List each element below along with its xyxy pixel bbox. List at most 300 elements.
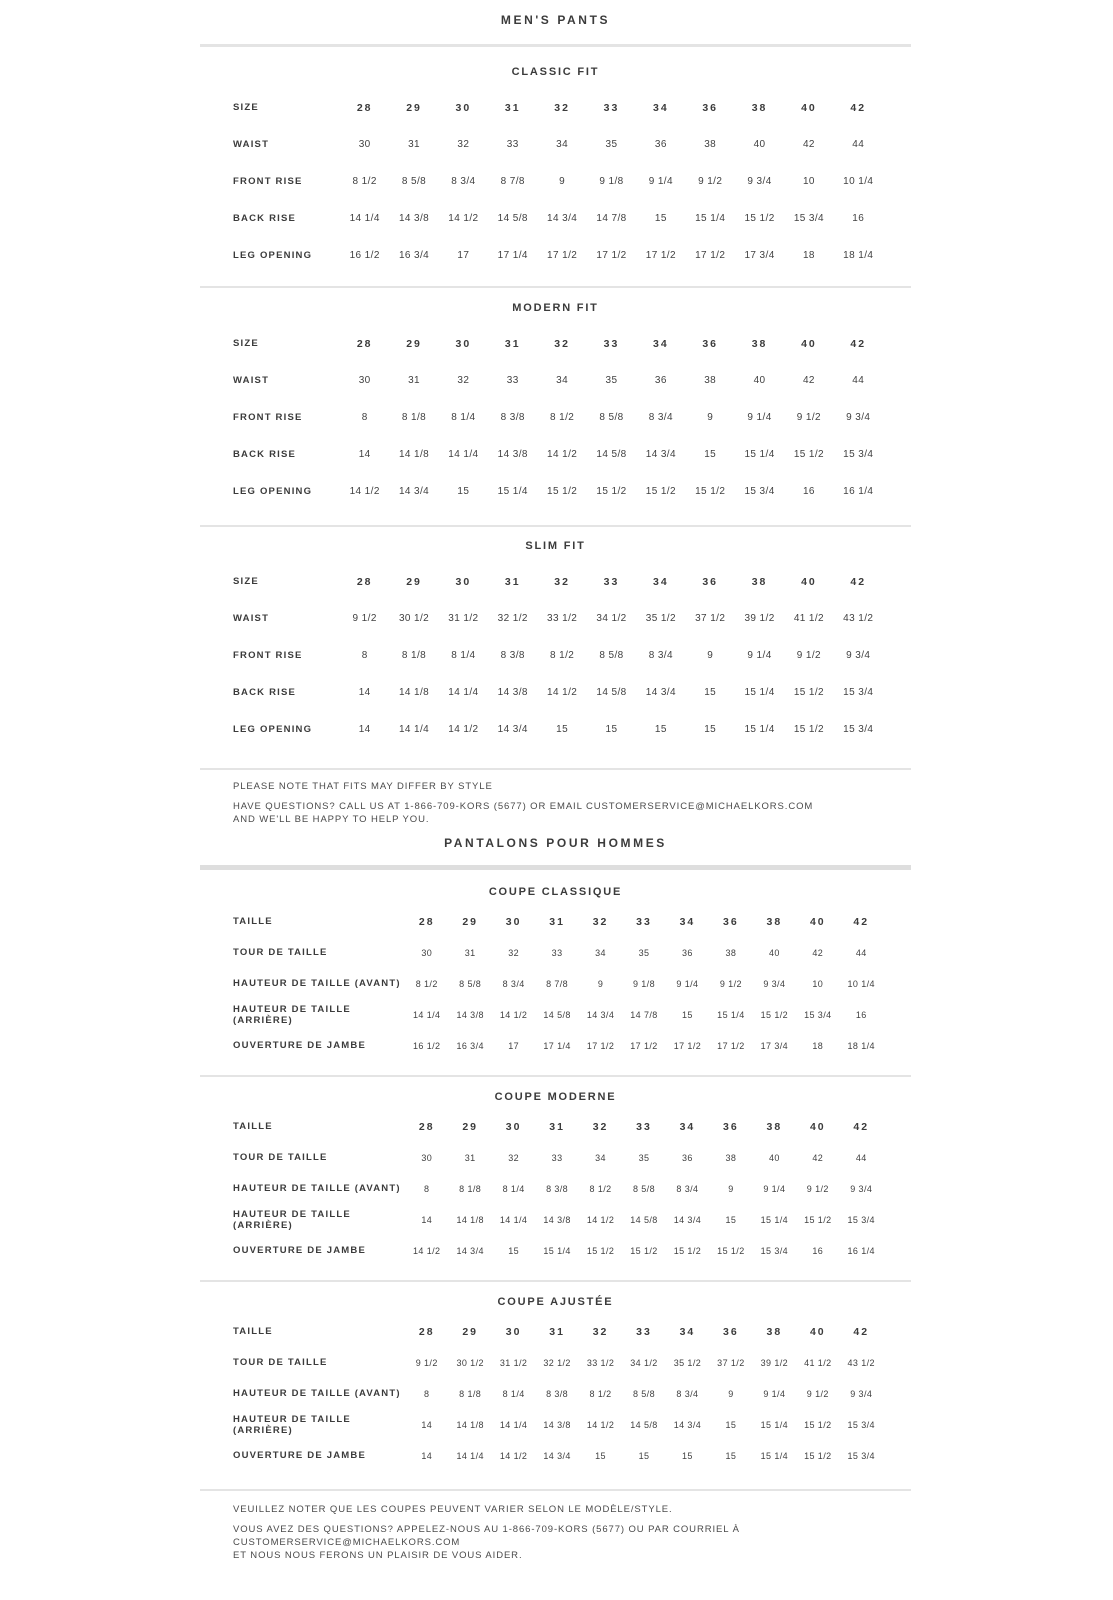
table-cell: 8 1/2 — [415, 978, 438, 989]
table-cell: 40 — [753, 375, 766, 386]
modern-fit-table — [200, 325, 911, 510]
table-cell: 8 — [424, 1183, 430, 1194]
table-cell: 32 — [554, 337, 570, 350]
table-cell: 17 — [457, 250, 470, 261]
table-cell: 34 — [595, 947, 606, 958]
size-chart-page — [200, 0, 911, 1562]
table-cell: 15 1/2 — [630, 1245, 658, 1256]
row-label: HAUTEUR DE TAILLE (ARRIÈRE) — [233, 1208, 351, 1231]
table-cell: 9 1/2 — [352, 613, 377, 624]
table-cell: 14 3/4 — [645, 687, 676, 698]
section-classic-fit — [200, 66, 911, 274]
table-cell: 14 1/2 — [448, 213, 479, 224]
table-cell: 31 — [408, 139, 420, 150]
table-cell: 8 1/4 — [502, 1183, 525, 1194]
table-cell: 29 — [462, 915, 479, 928]
table-cell: 14 1/4 — [448, 449, 479, 460]
table-cell: 14 1/4 — [456, 1450, 484, 1461]
divider — [200, 286, 911, 288]
table-cell: 17 1/2 — [695, 250, 726, 261]
table-cell: 9 — [559, 176, 566, 187]
table-cell: 38 — [766, 1325, 783, 1338]
table-row — [200, 999, 883, 1030]
table-cell: 15 1/2 — [804, 1214, 832, 1225]
section-coupe-ajustee — [200, 1296, 911, 1471]
table-cell: 9 1/4 — [747, 412, 772, 423]
table-cell: 14 3/8 — [398, 213, 430, 224]
table-cell: 15 3/4 — [847, 1450, 875, 1461]
table-cell: 17 1/2 — [596, 250, 627, 261]
table-cell: 9 1/4 — [648, 176, 673, 187]
table-cell: 33 — [551, 1152, 563, 1163]
section-modern-fit — [200, 302, 911, 510]
table-cell: 32 — [592, 915, 609, 928]
table-cell: 35 — [638, 1152, 650, 1163]
row-label: HAUTEUR DE TAILLE (AVANT) — [233, 1388, 401, 1399]
table-cell: 18 — [812, 1040, 824, 1051]
table-cell: 30 — [358, 139, 371, 150]
table-cell: 38 — [766, 915, 783, 928]
table-cell: 33 — [506, 139, 519, 150]
table-cell: 14 5/8 — [596, 449, 627, 460]
table-cell: 8 — [361, 650, 368, 661]
table-cell: 36 — [702, 337, 719, 350]
table-cell: 15 3/4 — [847, 1214, 875, 1225]
table-cell: 36 — [654, 139, 667, 150]
table-cell: 28 — [356, 575, 373, 588]
table-cell: 14 1/2 — [586, 1214, 615, 1225]
divider — [200, 1280, 911, 1282]
table-cell: 36 — [702, 101, 719, 114]
section-title-coupe-classique: COUPE CLASSIQUE — [488, 886, 623, 898]
row-label: TOUR DE TAILLE — [233, 947, 328, 958]
row-label: LEG OPENING — [233, 486, 313, 497]
row-label: TOUR DE TAILLE — [233, 1152, 328, 1163]
table-cell: 39 1/2 — [760, 1357, 789, 1368]
table-cell: 15 3/4 — [847, 1419, 875, 1430]
row-label: OUVERTURE DE JAMBE — [233, 1450, 366, 1461]
table-cell: 14 1/2 — [547, 687, 578, 698]
table-cell: 15 3/4 — [843, 449, 874, 460]
table-cell: 15 1/2 — [804, 1419, 832, 1430]
table-cell: 14 1/4 — [499, 1419, 528, 1430]
table-cell: 8 — [361, 412, 368, 423]
table-cell: 42 — [812, 947, 824, 958]
table-cell: 15 — [508, 1245, 520, 1256]
section-title-coupe-ajustee: COUPE AJUSTÉE — [497, 1296, 614, 1308]
table-cell: 8 5/8 — [599, 650, 624, 661]
table-cell: 14 3/4 — [645, 449, 676, 460]
table-cell: 9 1/2 — [415, 1357, 438, 1368]
table-cell: 41 1/2 — [793, 613, 825, 624]
table-cell: 9 1/2 — [796, 650, 822, 661]
table-cell: 42 — [850, 575, 867, 588]
table-cell: 14 5/8 — [630, 1419, 658, 1430]
note-fit-disclaimer-fr: VEUILLEZ NOTER QUE LES COUPES PEUVENT VARIER SELON LE MODÈLE/STYLE. — [233, 1504, 673, 1515]
table-cell: 34 — [556, 139, 569, 150]
table-cell: 38 — [751, 337, 768, 350]
table-cell: 36 — [723, 1325, 739, 1338]
table-cell: 14 1/8 — [456, 1419, 484, 1430]
table-cell: 17 1/2 — [630, 1040, 658, 1051]
table-cell: 8 1/4 — [502, 1388, 525, 1399]
table-cell: 38 — [751, 575, 768, 588]
table-cell: 9 — [728, 1388, 734, 1399]
table-cell: 14 5/8 — [596, 687, 627, 698]
table-cell: 15 1/4 — [695, 213, 726, 224]
table-cell: 14 1/8 — [456, 1214, 484, 1225]
table-cell: 8 5/8 — [632, 1388, 655, 1399]
table-cell: 14 — [358, 724, 371, 735]
table-cell: 44 — [852, 375, 865, 386]
table-cell: 38 — [704, 375, 717, 386]
section-slim-fit — [200, 540, 911, 748]
table-cell: 17 3/4 — [744, 250, 775, 261]
table-cell: 15 1/2 — [793, 724, 825, 735]
table-cell: 17 3/4 — [760, 1040, 789, 1051]
table-cell: 14 3/4 — [456, 1245, 484, 1256]
table-cell: 36 — [682, 1152, 693, 1163]
table-cell: 34 — [679, 915, 696, 928]
row-label: SIZE — [233, 338, 259, 349]
table-cell: 14 1/2 — [547, 449, 578, 460]
table-row — [200, 1378, 883, 1409]
table-cell: 32 1/2 — [497, 613, 528, 624]
table-row — [200, 1347, 883, 1378]
table-cell: 31 — [549, 915, 565, 928]
table-cell: 31 — [464, 947, 476, 958]
table-cell: 34 — [679, 1120, 696, 1133]
table-cell: 34 — [652, 101, 669, 114]
table-cell: 30 — [505, 915, 522, 928]
table-cell: 10 1/4 — [847, 978, 875, 989]
note-contact-line2-fr: ET NOUS NOUS FERONS UN PLAISIR DE VOUS AIDER. — [233, 1550, 523, 1561]
table-cell: 18 1/4 — [843, 250, 874, 261]
table-cell: 33 — [603, 575, 620, 588]
table-row — [200, 600, 883, 637]
table-cell: 34 — [679, 1325, 696, 1338]
table-cell: 15 1/4 — [744, 449, 775, 460]
section-title-classic-fit: CLASSIC FIT — [511, 66, 600, 78]
table-cell: 9 — [728, 1183, 734, 1194]
table-cell: 44 — [852, 139, 865, 150]
table-cell: 15 — [704, 724, 717, 735]
note-fit-disclaimer: PLEASE NOTE THAT FITS MAY DIFFER BY STYLE — [233, 781, 493, 792]
table-row — [200, 1142, 883, 1173]
table-cell: 15 1/4 — [744, 687, 775, 698]
table-cell: 17 1/2 — [673, 1040, 702, 1051]
table-row — [200, 1316, 883, 1347]
table-row — [200, 237, 883, 274]
table-cell: 15 3/4 — [760, 1245, 789, 1256]
table-cell: 14 3/4 — [497, 724, 528, 735]
row-label: SIZE — [233, 102, 259, 113]
table-cell: 32 1/2 — [543, 1357, 571, 1368]
table-cell: 31 — [504, 101, 521, 114]
table-cell: 10 — [802, 176, 815, 187]
table-cell: 41 1/2 — [804, 1357, 832, 1368]
table-cell: 15 — [654, 724, 667, 735]
table-cell: 42 — [853, 1120, 870, 1133]
table-cell: 32 — [457, 139, 470, 150]
table-cell: 9 — [707, 650, 714, 661]
table-cell: 15 3/4 — [843, 724, 874, 735]
table-cell: 8 1/2 — [589, 1388, 612, 1399]
table-cell: 9 3/4 — [763, 978, 786, 989]
table-cell: 9 1/8 — [599, 176, 624, 187]
table-cell: 34 — [595, 1152, 606, 1163]
table-cell: 33 1/2 — [586, 1357, 615, 1368]
table-cell: 16 1/2 — [349, 250, 380, 261]
table-row — [200, 473, 883, 510]
table-cell: 9 3/4 — [747, 176, 772, 187]
table-cell: 8 3/8 — [546, 1183, 569, 1194]
table-row — [200, 563, 883, 600]
table-cell: 15 3/4 — [843, 687, 874, 698]
table-cell: 42 — [802, 139, 815, 150]
table-cell: 15 1/2 — [645, 486, 676, 497]
table-cell: 28 — [418, 915, 435, 928]
table-cell: 35 1/2 — [673, 1357, 702, 1368]
table-cell: 16 3/4 — [456, 1040, 484, 1051]
table-cell: 15 3/4 — [804, 1009, 832, 1020]
table-cell: 14 — [421, 1419, 433, 1430]
table-cell: 8 1/2 — [549, 412, 575, 423]
table-row — [200, 362, 883, 399]
table-cell: 9 — [707, 412, 714, 423]
table-cell: 14 1/4 — [349, 213, 380, 224]
table-cell: 14 5/8 — [497, 213, 528, 224]
table-cell: 17 — [508, 1040, 520, 1051]
table-cell: 14 — [358, 449, 371, 460]
table-cell: 28 — [418, 1120, 435, 1133]
classic-fit-table — [200, 89, 911, 274]
table-cell: 9 1/2 — [796, 412, 822, 423]
table-cell: 14 5/8 — [630, 1214, 658, 1225]
table-cell: 15 — [682, 1009, 693, 1020]
table-cell: 17 1/2 — [547, 250, 578, 261]
table-cell: 14 1/2 — [586, 1419, 615, 1430]
table-cell: 14 1/2 — [349, 486, 380, 497]
table-cell: 8 1/2 — [352, 176, 377, 187]
table-cell: 14 3/4 — [543, 1450, 571, 1461]
table-cell: 42 — [850, 337, 867, 350]
table-cell: 15 — [638, 1450, 650, 1461]
table-cell: 17 1/2 — [717, 1040, 745, 1051]
table-cell: 34 1/2 — [630, 1357, 658, 1368]
table-cell: 8 5/8 — [599, 412, 624, 423]
table-cell: 17 1/4 — [543, 1040, 571, 1051]
table-cell: 29 — [462, 1120, 479, 1133]
table-cell: 14 1/4 — [448, 687, 479, 698]
table-row — [200, 674, 883, 711]
table-cell: 15 — [654, 213, 667, 224]
table-cell: 35 — [605, 139, 618, 150]
table-cell: 14 3/4 — [398, 486, 430, 497]
table-cell: 33 — [636, 1325, 652, 1338]
table-cell: 15 — [605, 724, 618, 735]
row-label: WAIST — [233, 375, 270, 386]
section-coupe-moderne — [200, 1091, 911, 1266]
table-cell: 8 7/8 — [546, 978, 569, 989]
table-cell: 9 3/4 — [850, 1183, 873, 1194]
table-cell: 38 — [725, 947, 737, 958]
coupe-moderne-table — [200, 1111, 911, 1266]
row-label: TAILLE — [233, 1121, 273, 1132]
table-cell: 14 1/4 — [499, 1214, 528, 1225]
table-cell: 15 1/4 — [760, 1214, 789, 1225]
table-cell: 33 — [551, 947, 563, 958]
table-cell: 34 — [652, 337, 669, 350]
table-cell: 14 1/8 — [398, 687, 430, 698]
table-cell: 36 — [654, 375, 667, 386]
table-cell: 15 3/4 — [744, 486, 775, 497]
table-row — [200, 89, 883, 126]
table-cell: 36 — [682, 947, 693, 958]
table-cell: 15 — [704, 449, 717, 460]
row-label: WAIST — [233, 139, 270, 150]
table-cell: 15 — [725, 1214, 737, 1225]
divider — [200, 768, 911, 770]
table-cell: 15 1/4 — [760, 1450, 789, 1461]
table-cell: 8 5/8 — [632, 1183, 655, 1194]
table-cell: 10 — [812, 978, 824, 989]
table-cell: 31 — [549, 1325, 565, 1338]
table-cell: 32 — [592, 1325, 609, 1338]
table-cell: 17 1/2 — [645, 250, 676, 261]
table-cell: 14 3/8 — [543, 1419, 571, 1430]
table-cell: 36 — [702, 575, 719, 588]
table-cell: 29 — [406, 101, 422, 114]
table-cell: 9 — [597, 978, 604, 989]
table-cell: 44 — [855, 947, 867, 958]
table-cell: 16 1/2 — [413, 1040, 441, 1051]
table-cell: 14 3/8 — [456, 1009, 484, 1020]
row-label: BACK RISE — [233, 213, 297, 224]
table-cell: 42 — [812, 1152, 824, 1163]
table-cell: 14 1/2 — [499, 1009, 528, 1020]
table-cell: 14 1/2 — [413, 1245, 441, 1256]
table-cell: 8 1/8 — [459, 1183, 482, 1194]
table-cell: 38 — [751, 101, 768, 114]
table-cell: 18 — [802, 250, 815, 261]
table-row — [200, 436, 883, 473]
table-cell: 32 — [508, 947, 520, 958]
table-cell: 8 3/4 — [648, 650, 673, 661]
table-cell: 33 1/2 — [547, 613, 578, 624]
table-cell: 40 — [753, 139, 766, 150]
table-cell: 39 1/2 — [744, 613, 775, 624]
section-coupe-classique — [200, 886, 911, 1061]
table-cell: 16 — [812, 1245, 824, 1256]
coupe-classique-table — [200, 906, 911, 1061]
table-cell: 8 1/8 — [401, 412, 427, 423]
table-cell: 14 7/8 — [596, 213, 627, 224]
table-cell: 31 — [464, 1152, 476, 1163]
table-row — [200, 325, 883, 362]
note-contact-line2: AND WE'LL BE HAPPY TO HELP YOU. — [233, 814, 430, 825]
table-cell: 37 1/2 — [717, 1357, 745, 1368]
table-cell: 15 — [704, 687, 717, 698]
table-cell: 31 — [504, 337, 521, 350]
table-cell: 15 — [457, 486, 470, 497]
table-cell: 14 — [421, 1450, 433, 1461]
table-cell: 9 3/4 — [846, 412, 871, 423]
table-cell: 15 1/4 — [543, 1245, 571, 1256]
table-cell: 14 3/8 — [497, 449, 528, 460]
table-cell: 14 3/4 — [547, 213, 578, 224]
table-cell: 15 — [725, 1419, 737, 1430]
table-cell: 15 1/4 — [717, 1009, 745, 1020]
row-label: OUVERTURE DE JAMBE — [233, 1245, 366, 1256]
table-cell: 15 1/2 — [695, 486, 726, 497]
coupe-ajustee-table — [200, 1316, 911, 1471]
table-cell: 18 1/4 — [847, 1040, 875, 1051]
table-cell: 30 — [421, 947, 433, 958]
table-cell: 36 — [723, 1120, 739, 1133]
table-cell: 32 — [592, 1120, 609, 1133]
table-row — [200, 163, 883, 200]
table-cell: 28 — [418, 1325, 435, 1338]
table-cell: 40 — [809, 1120, 826, 1133]
table-cell: 30 — [505, 1120, 522, 1133]
table-cell: 28 — [356, 337, 373, 350]
table-cell: 15 1/2 — [717, 1245, 745, 1256]
table-cell: 15 — [725, 1450, 737, 1461]
table-cell: 8 1/4 — [451, 412, 476, 423]
row-label: FRONT RISE — [233, 412, 303, 423]
row-label: WAIST — [233, 613, 270, 624]
note-contact-line1: HAVE QUESTIONS? CALL US AT 1-866-709-KORS (5677) OR EMAIL CUSTOMERSERVICE@MICHAELKORS.COM — [233, 801, 814, 812]
table-cell: 30 — [421, 1152, 433, 1163]
table-cell: 42 — [802, 375, 815, 386]
table-cell: 8 3/8 — [546, 1388, 569, 1399]
row-label: HAUTEUR DE TAILLE (ARRIÈRE) — [233, 1413, 351, 1436]
section-title-coupe-moderne: COUPE MODERNE — [494, 1091, 617, 1103]
table-cell: 43 1/2 — [843, 613, 874, 624]
table-cell: 42 — [853, 915, 870, 928]
row-label: FRONT RISE — [233, 650, 303, 661]
table-cell: 9 1/4 — [676, 978, 699, 989]
table-cell: 9 1/2 — [806, 1183, 829, 1194]
table-cell: 15 1/2 — [547, 486, 578, 497]
table-cell: 14 3/4 — [586, 1009, 615, 1020]
table-cell: 9 3/4 — [846, 650, 871, 661]
table-cell: 30 — [505, 1325, 522, 1338]
table-cell: 33 — [636, 1120, 652, 1133]
table-cell: 31 1/2 — [499, 1357, 528, 1368]
table-cell: 38 — [704, 139, 717, 150]
table-cell: 31 — [504, 575, 521, 588]
table-cell: 14 7/8 — [630, 1009, 658, 1020]
divider — [200, 44, 911, 47]
table-cell: 35 — [638, 947, 650, 958]
table-cell: 8 1/8 — [459, 1388, 482, 1399]
table-cell: 37 1/2 — [695, 613, 726, 624]
table-cell: 33 — [636, 915, 652, 928]
row-label: TAILLE — [233, 916, 273, 927]
row-label: TAILLE — [233, 1326, 273, 1337]
table-cell: 15 1/2 — [804, 1450, 832, 1461]
table-cell: 15 — [556, 724, 569, 735]
table-cell: 28 — [356, 101, 373, 114]
table-cell: 14 3/4 — [673, 1419, 702, 1430]
notes-english — [200, 780, 911, 826]
table-cell: 8 1/2 — [549, 650, 575, 661]
table-cell: 8 1/8 — [401, 650, 427, 661]
slim-fit-table — [200, 563, 911, 748]
table-cell: 31 1/2 — [448, 613, 479, 624]
